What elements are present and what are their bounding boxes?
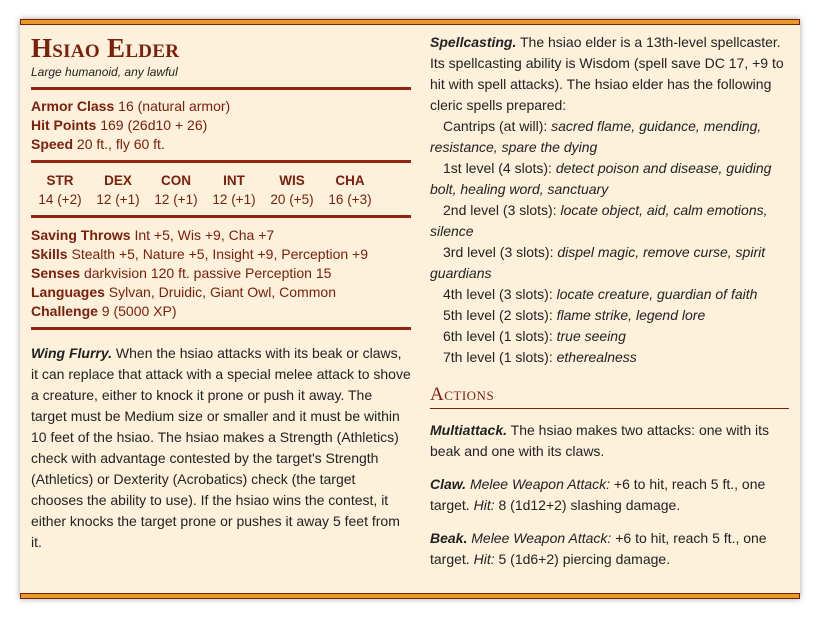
action-attack-type: Melee Weapon Attack: xyxy=(469,476,611,492)
action-beak xyxy=(430,528,790,570)
speed-label: Speed xyxy=(31,136,74,152)
right-column xyxy=(430,32,790,570)
skills-line xyxy=(31,245,411,264)
spell-line xyxy=(430,200,790,242)
action-multiattack xyxy=(430,420,790,462)
spell-line xyxy=(430,242,790,284)
trait-text: When the hsiao attacks with its beak or claws, it can replace that attack with a special melee attack to shove a creature, either to knock it prone or push it away. The target must be Medium size or smaller and it must be within 10 feet of the hsiao. The hsiao makes a Strength (Athletics) check with advantage contested by the target's Strength (Athletics) or Dexterity (Acrobatics) check (the target chooses the ability to use). If the hsiao wins the contest, it either knocks the target prone or pushes it away 5 feet from it. xyxy=(31,345,411,550)
spell-line xyxy=(430,284,790,305)
action-hit-text: 8 (1d12+2) slashing damage. xyxy=(498,497,681,513)
spell-level: 3rd level (3 slots): xyxy=(443,244,558,260)
ability-score: 20 (+5) xyxy=(270,192,314,207)
ability-cha xyxy=(321,171,379,209)
ability-score: 14 (+2) xyxy=(38,192,82,207)
trait-title: Spellcasting. xyxy=(430,34,517,50)
left-column xyxy=(31,32,411,553)
hit-points-label: Hit Points xyxy=(31,117,97,133)
action-text: +6 to hit, reach 5 ft., one target. xyxy=(430,530,767,567)
spell-line xyxy=(430,116,790,158)
action-hit-label: Hit: xyxy=(473,497,495,513)
ability-score: 12 (+1) xyxy=(212,192,256,207)
details-section xyxy=(31,226,411,321)
ability-name: DEX xyxy=(104,173,132,188)
ability-name: INT xyxy=(223,173,245,188)
top-border-bar xyxy=(20,19,800,25)
action-hit-label: Hit: xyxy=(473,551,495,567)
spell-line xyxy=(430,158,790,200)
trait-text: The hsiao elder is a 13th-level spellcaster. Its spellcasting ability is Wisdom (spell save DC 17, +9 to hit with spell attacks). The hsiao elder has the following cleric spells prepared: xyxy=(430,34,784,113)
armor-class-line xyxy=(31,97,411,116)
ability-con xyxy=(147,171,205,209)
trait-wing-flurry xyxy=(31,343,411,553)
spell-names: true seeing xyxy=(556,328,626,344)
languages-value: Sylvan, Druidic, Giant Owl, Common xyxy=(108,284,336,300)
speed-value: 20 ft., fly 60 ft. xyxy=(76,136,165,152)
spell-names: flame strike, legend lore xyxy=(556,307,706,323)
spell-names: locate object, aid, calm emotions, silence xyxy=(430,202,768,239)
spell-list xyxy=(430,116,790,368)
spell-level: 1st level (4 slots): xyxy=(443,160,556,176)
spell-level: 5th level (2 slots): xyxy=(443,307,557,323)
armor-class-value: 16 (natural armor) xyxy=(118,98,231,114)
languages-label: Languages xyxy=(31,284,105,300)
action-text: The hsiao makes two attacks: one with its beak and one with its claws. xyxy=(430,422,769,459)
armor-class-label: Armor Class xyxy=(31,98,115,114)
spell-line xyxy=(430,326,790,347)
action-title: Beak. xyxy=(430,530,468,546)
spell-level: 7th level (1 slots): xyxy=(443,349,557,365)
spell-names: detect poison and disease, guiding bolt, healing word, sanctuary xyxy=(430,160,772,197)
senses-label: Senses xyxy=(31,265,81,281)
spell-line xyxy=(430,305,790,326)
challenge-value: 9 (5000 XP) xyxy=(101,303,177,319)
speed-line xyxy=(31,135,411,154)
bottom-border-bar xyxy=(20,593,800,599)
ability-name: CON xyxy=(161,173,191,188)
monster-subtitle: Large humanoid, any lawful xyxy=(31,65,178,79)
ability-score: 12 (+1) xyxy=(96,192,140,207)
ability-int xyxy=(205,171,263,209)
ability-dex xyxy=(89,171,147,209)
action-attack-type: Melee Weapon Attack: xyxy=(471,530,612,546)
spell-names: sacred flame, guidance, mending, resistance, spare the dying xyxy=(430,118,762,155)
action-hit-text: 5 (1d6+2) piercing damage. xyxy=(498,551,671,567)
challenge-label: Challenge xyxy=(31,303,98,319)
spell-names: etherealness xyxy=(556,349,637,365)
hit-points-value: 169 (26d10 + 26) xyxy=(100,117,208,133)
challenge-line xyxy=(31,302,411,321)
section-divider xyxy=(31,327,411,330)
languages-line xyxy=(31,283,411,302)
ability-name: CHA xyxy=(335,173,365,188)
skills-label: Skills xyxy=(31,246,68,262)
ability-name: STR xyxy=(46,173,74,188)
section-divider xyxy=(31,215,411,218)
section-divider xyxy=(31,87,411,90)
ability-score: 12 (+1) xyxy=(154,192,198,207)
ability-score: 16 (+3) xyxy=(328,192,372,207)
spell-line xyxy=(430,347,790,368)
ability-name: WIS xyxy=(279,173,305,188)
spell-level: 6th level (1 slots): xyxy=(443,328,557,344)
monster-name: Hsiao Elder xyxy=(31,33,180,63)
defense-section xyxy=(31,97,411,154)
ability-scores xyxy=(31,171,381,209)
action-title: Multiattack. xyxy=(430,422,508,438)
spell-level: 2nd level (3 slots): xyxy=(443,202,561,218)
spell-level: Cantrips (at will): xyxy=(443,118,552,134)
spell-level: 4th level (3 slots): xyxy=(443,286,557,302)
action-text: +6 to hit, reach 5 ft., one target. xyxy=(430,476,766,513)
actions-header: Actions xyxy=(430,384,789,409)
action-title: Claw. xyxy=(430,476,467,492)
saving-throws-label: Saving Throws xyxy=(31,227,131,243)
trait-spellcasting xyxy=(430,32,790,116)
saving-throws-value: Int +5, Wis +9, Cha +7 xyxy=(134,227,275,243)
spell-names: dispel magic, remove curse, spirit guardians xyxy=(430,244,766,281)
saving-throws-line xyxy=(31,226,411,245)
senses-value: darkvision 120 ft. passive Perception 15 xyxy=(83,265,332,281)
ability-str xyxy=(31,171,89,209)
trait-title: Wing Flurry. xyxy=(31,345,113,361)
section-divider xyxy=(31,160,411,163)
spell-names: locate creature, guardian of faith xyxy=(556,286,758,302)
senses-line xyxy=(31,264,411,283)
action-claw xyxy=(430,474,790,516)
skills-value: Stealth +5, Nature +5, Insight +9, Perception +9 xyxy=(71,246,369,262)
hit-points-line xyxy=(31,116,411,135)
ability-wis xyxy=(263,171,321,209)
